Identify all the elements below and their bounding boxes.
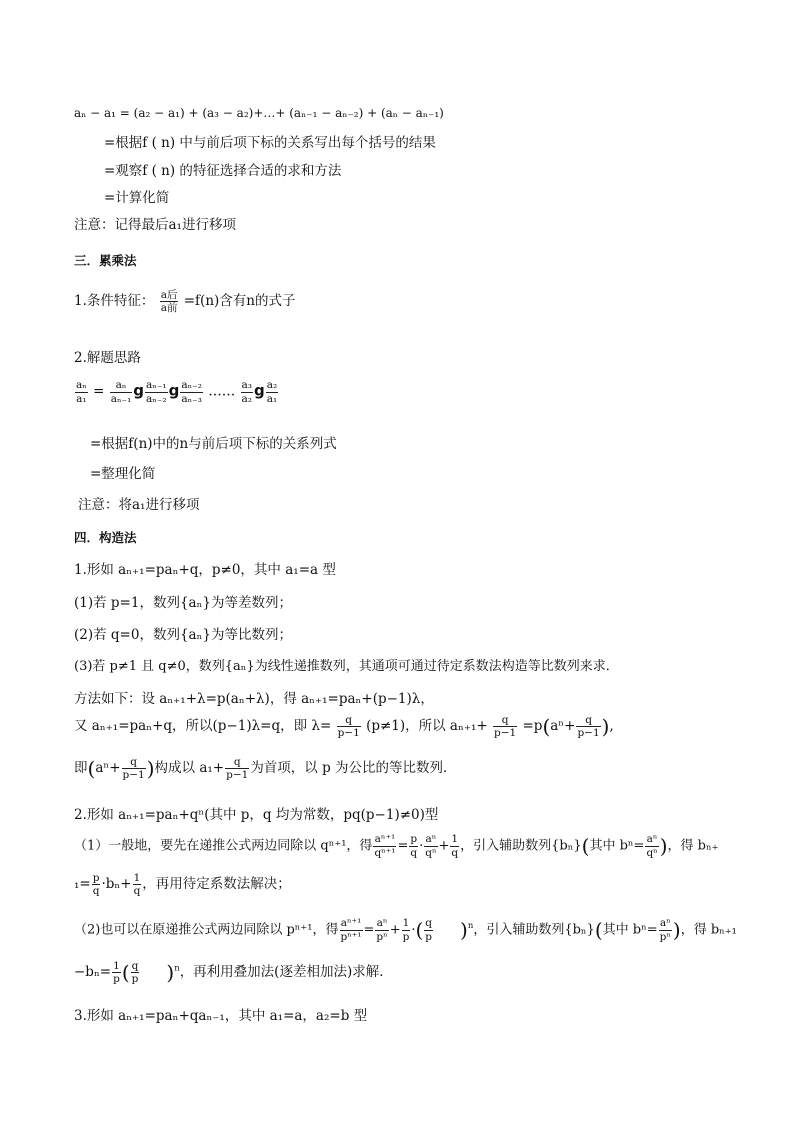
frac-num: aⁿ⁺¹ bbox=[374, 833, 396, 845]
product-factor-3 bbox=[180, 380, 203, 404]
heading-section-4: 四．构造法 bbox=[74, 530, 137, 545]
line-case-1: (1)若 p=1，数列{aₙ}为等差数列； bbox=[74, 595, 293, 611]
frac-num: q bbox=[225, 757, 249, 770]
product-ellipsis: …… bbox=[208, 383, 236, 400]
p-over-q bbox=[92, 873, 101, 897]
ratio-fraction bbox=[160, 290, 179, 314]
product-eq: = bbox=[93, 383, 105, 400]
frac-den: p−1 bbox=[122, 769, 145, 781]
factor-3-den: aₙ₋₃ bbox=[181, 392, 202, 405]
product-factor-5 bbox=[266, 380, 278, 404]
factor-5-num: a₂ bbox=[266, 379, 278, 391]
frac-num: aⁿ bbox=[425, 833, 437, 845]
product-factor-1 bbox=[110, 380, 133, 404]
conclusion-c: 构成以 a₁+ bbox=[154, 760, 225, 776]
frac-den: q bbox=[410, 846, 418, 859]
part2-eq: = bbox=[363, 922, 375, 938]
part1-frac-1 bbox=[373, 834, 396, 858]
q-over-p bbox=[131, 961, 140, 985]
q-over-p-minus-1 bbox=[576, 715, 600, 739]
cont2-b: ，再利用叠加法(逐差相加法)求解． bbox=[179, 964, 393, 980]
line-form-2: 2.形如 aₙ₊₁=paₙ+qⁿ(其中 p，q 均为常数，pq(p−1)≠0)型 bbox=[74, 807, 439, 823]
factor-2-den: aₙ₋₂ bbox=[146, 392, 167, 405]
left-paren: ( bbox=[87, 756, 96, 781]
frac-den: p−1 bbox=[577, 727, 600, 739]
line-method: 方法如下：设 aₙ₊₁+λ=p(aₙ+λ)，得 aₙ₊₁=paₙ+(p−1)λ， bbox=[74, 691, 434, 707]
part1-b: ，引入辅助数列{bₙ} bbox=[460, 838, 582, 854]
multiply-glyph: g bbox=[133, 381, 145, 400]
line-step-relation: =根据f(n)中的n与前后项下标的关系列式 bbox=[90, 436, 337, 452]
line-conclusion bbox=[74, 756, 457, 781]
condition-prefix: 1.条件特征： bbox=[74, 293, 155, 309]
derivation-c: =p bbox=[522, 718, 543, 734]
line-step-1: =根据f ( n) 中与前后项下标的关系写出每个括号的结果 bbox=[104, 135, 436, 151]
part1-frac-3 bbox=[424, 834, 437, 858]
q-over-p-minus-1 bbox=[225, 757, 249, 781]
one-over-q bbox=[133, 873, 142, 897]
frac-den: q bbox=[451, 846, 459, 859]
frac-num: aⁿ bbox=[376, 917, 388, 929]
one-over-p bbox=[112, 961, 121, 985]
part1-frac-2 bbox=[409, 834, 418, 858]
right-paren: ) bbox=[601, 714, 610, 739]
frac-num: q bbox=[122, 757, 146, 770]
power-n: n bbox=[174, 963, 180, 974]
frac-den: q bbox=[133, 885, 141, 897]
part1-plus: + bbox=[438, 838, 450, 854]
frac-den: qⁿ bbox=[425, 846, 437, 859]
right-paren: ) bbox=[460, 918, 468, 942]
frac-num: 1 bbox=[113, 959, 120, 972]
factor-4-den: a₂ bbox=[241, 392, 252, 405]
frac-num: q bbox=[493, 715, 517, 728]
frac-num: aⁿ bbox=[646, 833, 658, 845]
frac-den: p bbox=[425, 930, 433, 943]
left-paren: ( bbox=[581, 834, 590, 858]
part1-frac-4 bbox=[450, 834, 459, 858]
left-paren: ( bbox=[594, 918, 603, 942]
q-over-p-minus-1 bbox=[122, 757, 146, 781]
factor-4-num: a₃ bbox=[241, 379, 252, 391]
frac-den: qⁿ bbox=[646, 846, 658, 859]
part1-a: （1）一般地，要先在递推公式两边同除以 qⁿ⁺¹，得 bbox=[74, 838, 373, 854]
frac-den: pⁿ bbox=[376, 930, 388, 943]
condition-suffix: =f(n)含有n的式子 bbox=[183, 293, 296, 309]
part1-eq: = bbox=[397, 838, 409, 854]
line-form-2-part-2-cont bbox=[74, 960, 393, 985]
factor-2-num: aₙ₋₁ bbox=[146, 379, 167, 391]
part2-b: ，引入辅助数列{bₙ} bbox=[473, 922, 595, 938]
part2-a: （2)也可以在原递推公式两边同除以 pⁿ⁺¹，得 bbox=[74, 922, 339, 938]
frac-num: 1 bbox=[451, 833, 459, 845]
factor-5-den: a₁ bbox=[266, 392, 278, 405]
frac-num: aⁿ bbox=[659, 917, 671, 929]
line-case-2: (2)若 q=0，数列{aₙ}为等比数列； bbox=[74, 627, 293, 643]
lambda-num: q bbox=[337, 715, 361, 728]
part2-dot: · bbox=[411, 922, 416, 938]
line-form-3: 3.形如 aₙ₊₁=paₙ+qaₙ₋₁，其中 a₁=a，a₂=b 型 bbox=[74, 1008, 368, 1024]
right-paren: ) bbox=[146, 756, 155, 781]
frac-den: p−1 bbox=[226, 769, 249, 781]
cont-a: ₁= bbox=[74, 876, 91, 892]
part2-frac-4 bbox=[424, 918, 433, 942]
product-factor-4 bbox=[241, 380, 253, 404]
frac-den: p bbox=[402, 930, 410, 943]
line-solving-idea: 2.解题思路 bbox=[74, 350, 141, 366]
factor-1-num: aₙ bbox=[110, 380, 133, 393]
part1-dot: · bbox=[419, 838, 424, 854]
product-lhs-den: a₁ bbox=[76, 392, 87, 405]
q-over-p-minus-1 bbox=[493, 715, 517, 739]
part2-frac-3 bbox=[402, 918, 411, 942]
left-paren: ( bbox=[415, 918, 424, 942]
right-paren: ) bbox=[672, 918, 681, 942]
frac-num: 1 bbox=[402, 917, 410, 929]
line-form-2-part-2 bbox=[74, 918, 737, 942]
conclusion-a: 即 bbox=[74, 760, 88, 776]
lambda-den: p−1 bbox=[337, 727, 360, 739]
line-note-2: 注意：将a₁进行移项 bbox=[78, 497, 200, 513]
part2-frac-2 bbox=[375, 918, 388, 942]
right-paren: ) bbox=[659, 834, 668, 858]
frac-num: q bbox=[425, 917, 433, 929]
part2-frac-5 bbox=[659, 918, 672, 942]
product-lhs bbox=[75, 380, 88, 404]
part2-c: 其中 bⁿ= bbox=[602, 922, 658, 938]
line-step-3: =计算化简 bbox=[104, 190, 170, 206]
factor-1-den: aₙ₋₁ bbox=[110, 392, 132, 405]
line-case-3: (3)若 p≠1 且 q≠0，数列{aₙ}为线性递推数列，其通项可通过待定系数法构造等比数列来求． bbox=[74, 659, 619, 674]
derivation-d: aⁿ+ bbox=[550, 718, 576, 734]
line-derivation: 又 aₙ₊₁=paₙ+q，所以(p−1)λ=q，即 λ= $\frac{q}{p-1}$ (p≠1)，所以 aₙ₊₁+ $\frac{q}{p-1}$ =p(aⁿ+ $\frac{q}{p-1}$ ), bbox=[74, 713, 614, 739]
frac-den: qⁿ⁺¹ bbox=[374, 846, 396, 859]
frac-num: q bbox=[131, 959, 139, 972]
line-product-formula bbox=[74, 380, 279, 404]
frac-num: 1 bbox=[133, 871, 141, 884]
frac-den: p−1 bbox=[493, 727, 517, 739]
cont2-a: −bₙ= bbox=[74, 964, 112, 980]
heading-section-3: 三．累乘法 bbox=[74, 253, 137, 268]
frac-den: pⁿ⁺¹ bbox=[340, 930, 362, 943]
frac-den: pⁿ bbox=[659, 930, 671, 943]
derivation-b: (p≠1)，所以 aₙ₊₁+ bbox=[366, 718, 488, 734]
frac-den: q bbox=[92, 885, 100, 897]
frac-num: q bbox=[576, 715, 600, 728]
lambda-fraction bbox=[337, 715, 361, 739]
product-lhs-num: aₙ bbox=[76, 379, 87, 391]
ratio-den: a前 bbox=[160, 302, 178, 314]
frac-den: p bbox=[113, 973, 120, 985]
line-note-1: 注意：记得最后a₁进行移项 bbox=[74, 217, 236, 233]
part1-c: 其中 bⁿ= bbox=[589, 838, 645, 854]
line-step-2: =观察f ( n) 的特征选择合适的求和方法 bbox=[104, 163, 342, 179]
conclusion-b: aⁿ+ bbox=[95, 760, 121, 776]
factor-3-num: aₙ₋₂ bbox=[181, 379, 202, 391]
left-paren: ( bbox=[121, 960, 130, 985]
cont-b: ·bₙ+ bbox=[101, 876, 132, 892]
part2-frac-1 bbox=[340, 918, 363, 942]
part1-d: ，得 bₙ₊ bbox=[667, 838, 719, 854]
right-paren: ) bbox=[166, 960, 175, 985]
cont-c: ，再用待定系数法解决； bbox=[142, 876, 291, 892]
line-form-2-part-1 bbox=[74, 834, 718, 858]
ratio-num: a后 bbox=[160, 288, 178, 301]
line-summation-formula: aₙ − a₁ = (a₂ − a₁) + (a₃ − a₂)+…+ (aₙ₋₁ − aₙ₋₂) + (aₙ − aₙ₋₁) bbox=[74, 106, 444, 120]
frac-den: p bbox=[131, 973, 139, 985]
line-condition-feature bbox=[74, 289, 295, 314]
power-n: n bbox=[467, 921, 474, 932]
derivation-a: 又 aₙ₊₁=paₙ+q，所以(p−1)λ=q，即 λ= bbox=[74, 718, 332, 734]
left-paren: ( bbox=[542, 714, 551, 739]
conclusion-d: 为首项，以 p 为公比的等比数列． bbox=[250, 760, 457, 776]
frac-num: p bbox=[410, 833, 418, 845]
multiply-glyph: g bbox=[168, 381, 180, 400]
frac-num: aⁿ⁺¹ bbox=[340, 917, 362, 929]
multiply-glyph: g bbox=[253, 381, 265, 400]
product-factor-2 bbox=[145, 380, 168, 404]
part2-d: ，得 bₙ₊₁ bbox=[680, 922, 737, 938]
line-step-simplify: =整理化简 bbox=[90, 466, 156, 482]
part2-plus: + bbox=[389, 922, 401, 938]
line-form-1: 1.形如 aₙ₊₁=paₙ+q，p≠0，其中 a₁=a 型 bbox=[74, 562, 336, 578]
line-form-2-part-1-cont bbox=[74, 872, 291, 897]
frac-num: p bbox=[92, 871, 100, 884]
part1-frac-5 bbox=[645, 834, 658, 858]
